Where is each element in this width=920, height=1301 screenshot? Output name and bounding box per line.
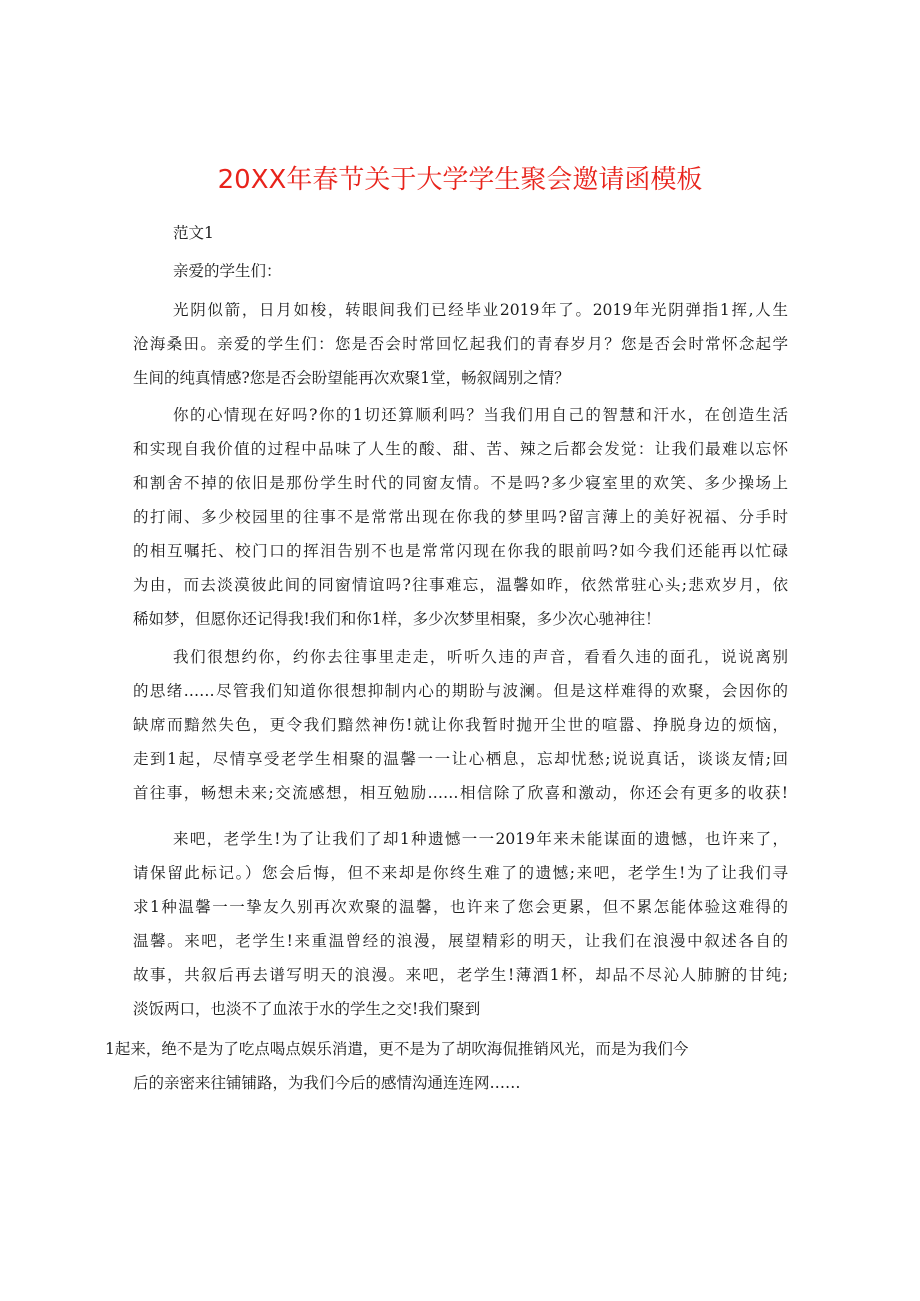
text-line: 和割舍不掉的依旧是那份学生时代的同窗友情。不是吗?多少寝室里的欢笑、多少操场上: [133, 474, 788, 492]
text-line: 请保留此标记。）您会后悔，但不来却是你终生难了的遗憾;来吧，老学生!为了让我们寻: [133, 864, 788, 882]
text-line: 沧海桑田。亲爱的学生们：您是否会时常回忆起我们的青春岁月？您是否会时常怀念起学: [133, 335, 788, 353]
text-line: 我们很想约你，约你去往事里走走，听听久违的声音，看看久违的面孔，说说离别: [173, 648, 788, 666]
text-line: 的相互嘱托、校门口的挥泪告别不也是常常闪现在你我的眼前吗?如今我们还能再以忙碌: [133, 542, 788, 560]
text-line: 淡饭两口，也淡不了血浓于水的学生之交!我们聚到: [133, 1000, 481, 1018]
text-line: 范文1: [173, 224, 214, 242]
text-line: 首往事，畅想未来;交流感想，相互勉励……相信除了欣喜和激动，你还会有更多的收获!: [133, 784, 788, 802]
text-line: 走到1起，尽情享受老学生相聚的温馨一一让心栖息，忘却忧愁;说说真话，谈谈友情;回: [133, 750, 788, 768]
text-line: 后的亲密来往铺铺路，为我们今后的感情沟通连连网……: [133, 1074, 521, 1092]
text-line: 来吧，老学生!为了让我们了却1种遗憾一一2019年来未能谋面的遗憾，也许来了，: [173, 830, 788, 848]
text-line: 故事，共叙后再去谱写明天的浪漫。来吧，老学生!薄酒1杯，却品不尽沁人肺腑的甘纯;: [133, 966, 788, 984]
text-line: 和实现自我价值的过程中品味了人生的酸、甜、苦、辣之后都会发觉：让我们最难以忘怀: [133, 440, 788, 458]
text-line: 稀如梦，但愿你还记得我!我们和你1样，多少次梦里相聚，多少次心驰神往！: [133, 610, 661, 628]
text-line: 求1种温馨一一挚友久别再次欢聚的温馨，也许来了您会更累，但不累怎能体验这难得的: [133, 898, 788, 916]
text-line: 生间的纯真情感?您是否会盼望能再次欢聚1堂，畅叙阔别之情？: [133, 369, 570, 387]
text-line: 为由，而去淡漠彼此间的同窗情谊吗?往事难忘，温馨如昨，依然常驻心头;悲欢岁月，依: [133, 576, 788, 594]
text-line: 温馨。来吧，老学生!来重温曾经的浪漫，展望精彩的明天，让我们在浪漫中叙述各自的: [133, 932, 788, 950]
text-line: 的打闹、多少校园里的往事不是常常出现在你我的梦里吗?留言薄上的美好祝福、分手时: [133, 508, 788, 526]
document-title: 20XX年春节关于大学学生聚会邀请函模板: [217, 165, 703, 195]
text-line: 1起来，绝不是为了吃点喝点娱乐消遣，更不是为了胡吹海侃推销风光，而是为我们今: [105, 1040, 689, 1058]
text-line: 缺席而黯然失色，更令我们黯然神伤!就让你我暂时抛开尘世的喧嚣、挣脱身边的烦恼，: [133, 716, 788, 734]
text-line: 的思绪……尽管我们知道你很想抑制内心的期盼与波澜。但是这样难得的欢聚，会因你的: [133, 682, 788, 700]
text-line: 亲爱的学生们：: [173, 262, 282, 280]
text-line: 你的心情现在好吗?你的1切还算顺利吗？当我们用自己的智慧和汗水，在创造生活: [173, 406, 788, 424]
text-line: 光阴似箭，日月如梭，转眼间我们已经毕业2019年了。2019年光阴弹指1挥,人生: [173, 301, 788, 319]
